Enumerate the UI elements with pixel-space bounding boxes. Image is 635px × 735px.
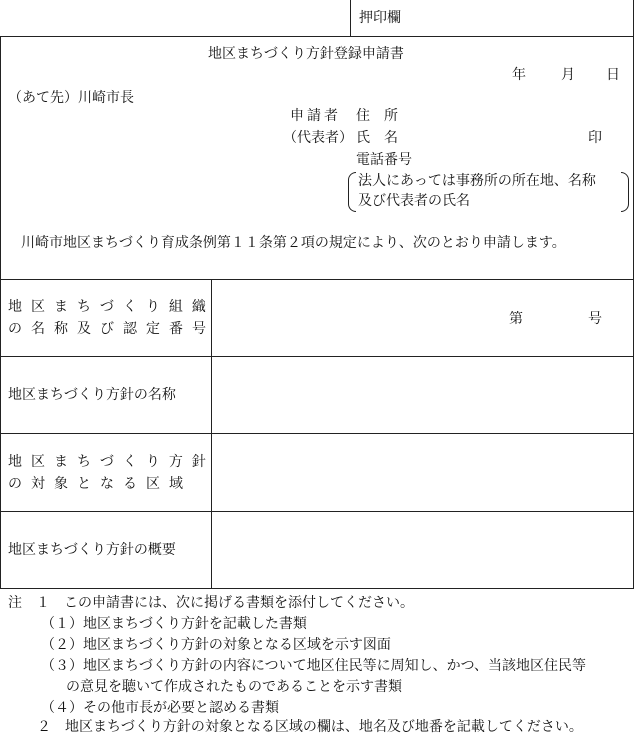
corporate-note-1: 法人にあっては事務所の所在地、名称 [358,173,596,189]
date-month[interactable]: 月 [561,67,575,83]
policy-summary-input[interactable] [212,512,633,588]
representative-label: （代表者） [283,130,353,146]
target-area-input[interactable] [212,434,633,511]
form-title: 地区まちづくり方針登録申請書 [208,46,404,62]
applicant-label: 申請者 [290,108,341,124]
row4-label: 地区まちづくり方針の概要 [8,542,176,558]
row1-label-line2: の名称及び認定番号 [8,321,215,337]
phone-label: 電話番号 [356,152,412,168]
policy-name-input[interactable] [212,357,633,433]
cert-number-suffix: 号 [588,311,602,327]
bracket-right [621,172,629,212]
bracket-left [348,172,356,212]
row2-label: 地区まちづくり方針の名称 [8,387,176,403]
cert-number-prefix: 第 [509,311,523,327]
seal-label: 押印欄 [359,10,401,26]
note-2: ２ 地区まちづくり方針の対象となる区域の欄は、地名及び地番を記載してください。 [37,719,583,735]
note-1-item: （３）地区まちづくり方針の内容について地区住民等に周知し、かつ、当該地区住民等 [41,658,587,674]
address-label: 住 所 [356,108,398,124]
note-1-item-cont: の意見を聴いて作成されたものであることを示す書類 [66,679,402,695]
date-year[interactable]: 年 [512,67,526,83]
row1-label-line1: 地区まちづくり組織 [8,299,215,315]
note-1-item: （２）地区まちづくり方針の対象となる区域を示す図面 [41,637,391,653]
note-1-item: （１）地区まちづくり方針を記載した書類 [41,616,307,632]
row3-label-line1: 地区まちづくり方針 [8,454,215,470]
recipient: （あて先）川崎市長 [8,90,134,106]
date-day[interactable]: 日 [606,67,620,83]
note-1-item: （４）その他市長が必要と認める書類 [41,700,279,716]
note-1-head: 注 １ この申請書には、次に掲げる書類を添付してください。 [8,595,414,611]
org-name-input[interactable] [212,280,633,356]
corporate-note-2: 及び代表者の氏名 [358,193,470,209]
statement: 川崎市地区まちづくり育成条例第１１条第２項の規定により、次のとおり申請します。 [21,235,566,251]
name-label: 氏 名 [356,130,398,146]
row3-label-line2: の対象となる区域 [8,476,192,492]
seal-mark: 印 [588,130,602,146]
